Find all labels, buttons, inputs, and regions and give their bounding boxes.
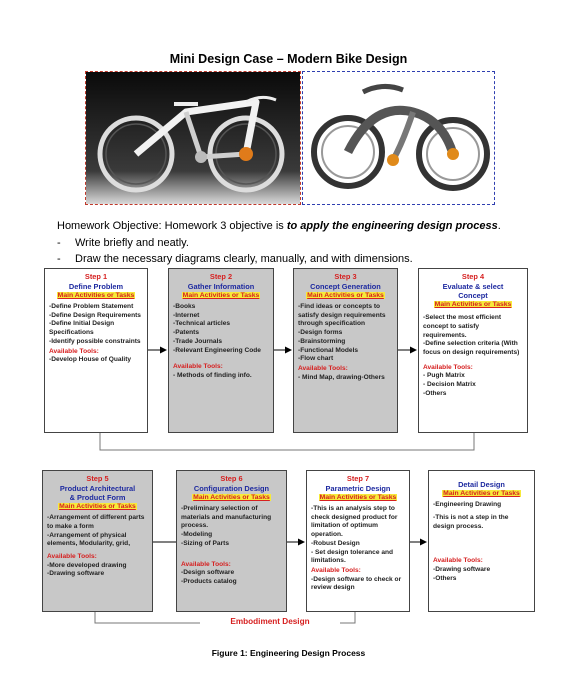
step-number: Step 3 bbox=[334, 272, 357, 281]
page-title: Mini Design Case – Modern Bike Design bbox=[169, 52, 408, 66]
tool-item: -Drawing software bbox=[433, 566, 491, 574]
step-name: Configuration Design bbox=[193, 483, 270, 493]
activities-label: Main Activities or Tasks bbox=[182, 292, 260, 300]
activities-label: Main Activities or Tasks bbox=[193, 494, 270, 502]
activities-label: Main Activities or Tasks bbox=[443, 490, 520, 498]
objective-suffix: . bbox=[497, 220, 501, 232]
task-item: -Flow chart bbox=[298, 355, 334, 363]
task-item: -This is an analysis step to check designed product for limitation of optimum operation. bbox=[311, 504, 398, 539]
tools-label: Available Tools: bbox=[181, 560, 231, 568]
step-box-configuration-design bbox=[176, 470, 287, 612]
task-item: -Engineering Drawing bbox=[433, 501, 502, 509]
task-item: -Define Initial Design Specifications bbox=[49, 320, 115, 337]
task-item: -Technical articles bbox=[173, 320, 231, 328]
task-item: -Define Problem Statement bbox=[49, 302, 134, 310]
task-item: -Trade Journals bbox=[173, 337, 223, 345]
task-item: -Internet bbox=[173, 311, 200, 319]
task-item: -Find ideas or concepts to satisfy design requirements through specification bbox=[298, 302, 386, 328]
step-number: Step 6 bbox=[220, 474, 243, 483]
task-item: -Preliminary selection of materials and manufacturing process. bbox=[181, 504, 272, 530]
step-name: Concept Generation bbox=[310, 281, 381, 291]
tool-item: - Methods of finding info. bbox=[173, 371, 252, 379]
activities-label: Main Activities or Tasks bbox=[59, 503, 136, 511]
step-name: & Product Form bbox=[69, 493, 126, 503]
activities-label: Main Activities or Tasks bbox=[434, 301, 512, 309]
task-item: -Robust Design bbox=[311, 539, 360, 547]
task-item: -Select the most efficient concept to satisfy requirements. bbox=[423, 314, 502, 339]
task-item: -Define Design Requirements bbox=[49, 311, 141, 319]
homework-bullet: - Draw the necessary diagrams clearly, manually, and with dimensions. bbox=[57, 253, 413, 265]
task-item: -Modeling bbox=[181, 531, 213, 539]
task-item: -Books bbox=[173, 302, 196, 310]
activities-label: Main Activities or Tasks bbox=[307, 292, 384, 300]
activities-label: Main Activities or Tasks bbox=[319, 494, 397, 502]
step-box-define-problem bbox=[44, 268, 148, 433]
tool-item: -Products catalog bbox=[181, 577, 237, 585]
embodiment-design-label: Embodiment Design bbox=[200, 617, 340, 626]
tool-item: -Drawing software bbox=[47, 570, 105, 578]
task-item: -Relevant Engineering Code bbox=[173, 346, 261, 354]
task-item: -Define selection criteria (With focus on design requirements) bbox=[423, 340, 520, 357]
row-link-bracket bbox=[100, 433, 474, 450]
homework-bullet: - Write briefly and neatly. bbox=[57, 237, 189, 249]
step-name: Define Problem bbox=[68, 281, 124, 291]
step-box-product-architecture bbox=[42, 470, 153, 612]
step-name: Detail Design bbox=[458, 480, 505, 489]
step-name: Concept bbox=[458, 291, 488, 301]
step-number: Step 2 bbox=[209, 272, 233, 281]
step-number: Step 4 bbox=[461, 272, 485, 281]
figure-caption: Figure 1: Engineering Design Process bbox=[211, 648, 366, 658]
step-box-detail-design bbox=[428, 470, 535, 612]
tools-label: Available Tools: bbox=[49, 347, 99, 355]
task-item: -Sizing of Parts bbox=[181, 539, 229, 547]
tool-item: - Pugh Matrix bbox=[423, 372, 465, 380]
tool-item: -Others bbox=[423, 389, 447, 397]
tool-item: -Develop House of Quality bbox=[49, 356, 132, 364]
bullet-text: Draw the necessary diagrams clearly, manually, and with dimensions. bbox=[75, 253, 413, 265]
step-name: Evaluate & select bbox=[442, 281, 504, 291]
tool-item: -Others bbox=[433, 574, 457, 582]
step-box-evaluate-select bbox=[418, 268, 528, 433]
task-item: -Functional Models bbox=[298, 346, 359, 354]
tools-label: Available Tools: bbox=[423, 363, 473, 371]
step-name: Product Architectural bbox=[59, 483, 136, 493]
step-box-parametric-design bbox=[306, 470, 410, 612]
step-number: Step 7 bbox=[346, 474, 370, 483]
task-item: -Identify possible constraints bbox=[49, 337, 141, 345]
objective-emphasis: to apply the engineering design process bbox=[286, 220, 498, 232]
activities-label: Main Activities or Tasks bbox=[57, 292, 135, 300]
task-item: -Brainstorming bbox=[298, 337, 346, 345]
tool-item: - Decision Matrix bbox=[423, 381, 476, 389]
tools-label: Available Tools: bbox=[433, 557, 483, 565]
task-item: -Arrangement of physical elements, Modularity, grid, bbox=[47, 531, 131, 548]
step-number: Step 5 bbox=[86, 474, 109, 483]
tool-item: -More developed drawing bbox=[47, 561, 127, 569]
task-item: -Arrangement of different parts to make a form bbox=[47, 514, 145, 530]
task-item: -Design forms bbox=[298, 329, 343, 337]
tools-label: Available Tools: bbox=[298, 364, 348, 372]
step-number: Step 1 bbox=[84, 272, 108, 281]
tool-item: -Design software to check or review design bbox=[311, 575, 402, 592]
objective-prefix: Homework Objective: Homework 3 objective is bbox=[57, 220, 287, 232]
bullet-text: Write briefly and neatly. bbox=[75, 237, 189, 249]
step-box-concept-generation bbox=[293, 268, 398, 433]
tools-label: Available Tools: bbox=[173, 363, 223, 371]
tools-label: Available Tools: bbox=[311, 566, 361, 574]
task-item: -Patents bbox=[173, 329, 200, 337]
tool-item: - Mind Map, drawing-Others bbox=[298, 373, 385, 381]
tools-label: Available Tools: bbox=[47, 553, 97, 561]
step-box-gather-information bbox=[168, 268, 274, 433]
task-item: - Set design tolerance and limitations. bbox=[311, 548, 394, 565]
step-name: Parametric Design bbox=[325, 483, 391, 493]
task-item: -This is not a step in the design process. bbox=[433, 513, 509, 530]
step-name: Gather Information bbox=[187, 281, 255, 291]
tool-item: -Design software bbox=[181, 569, 235, 577]
